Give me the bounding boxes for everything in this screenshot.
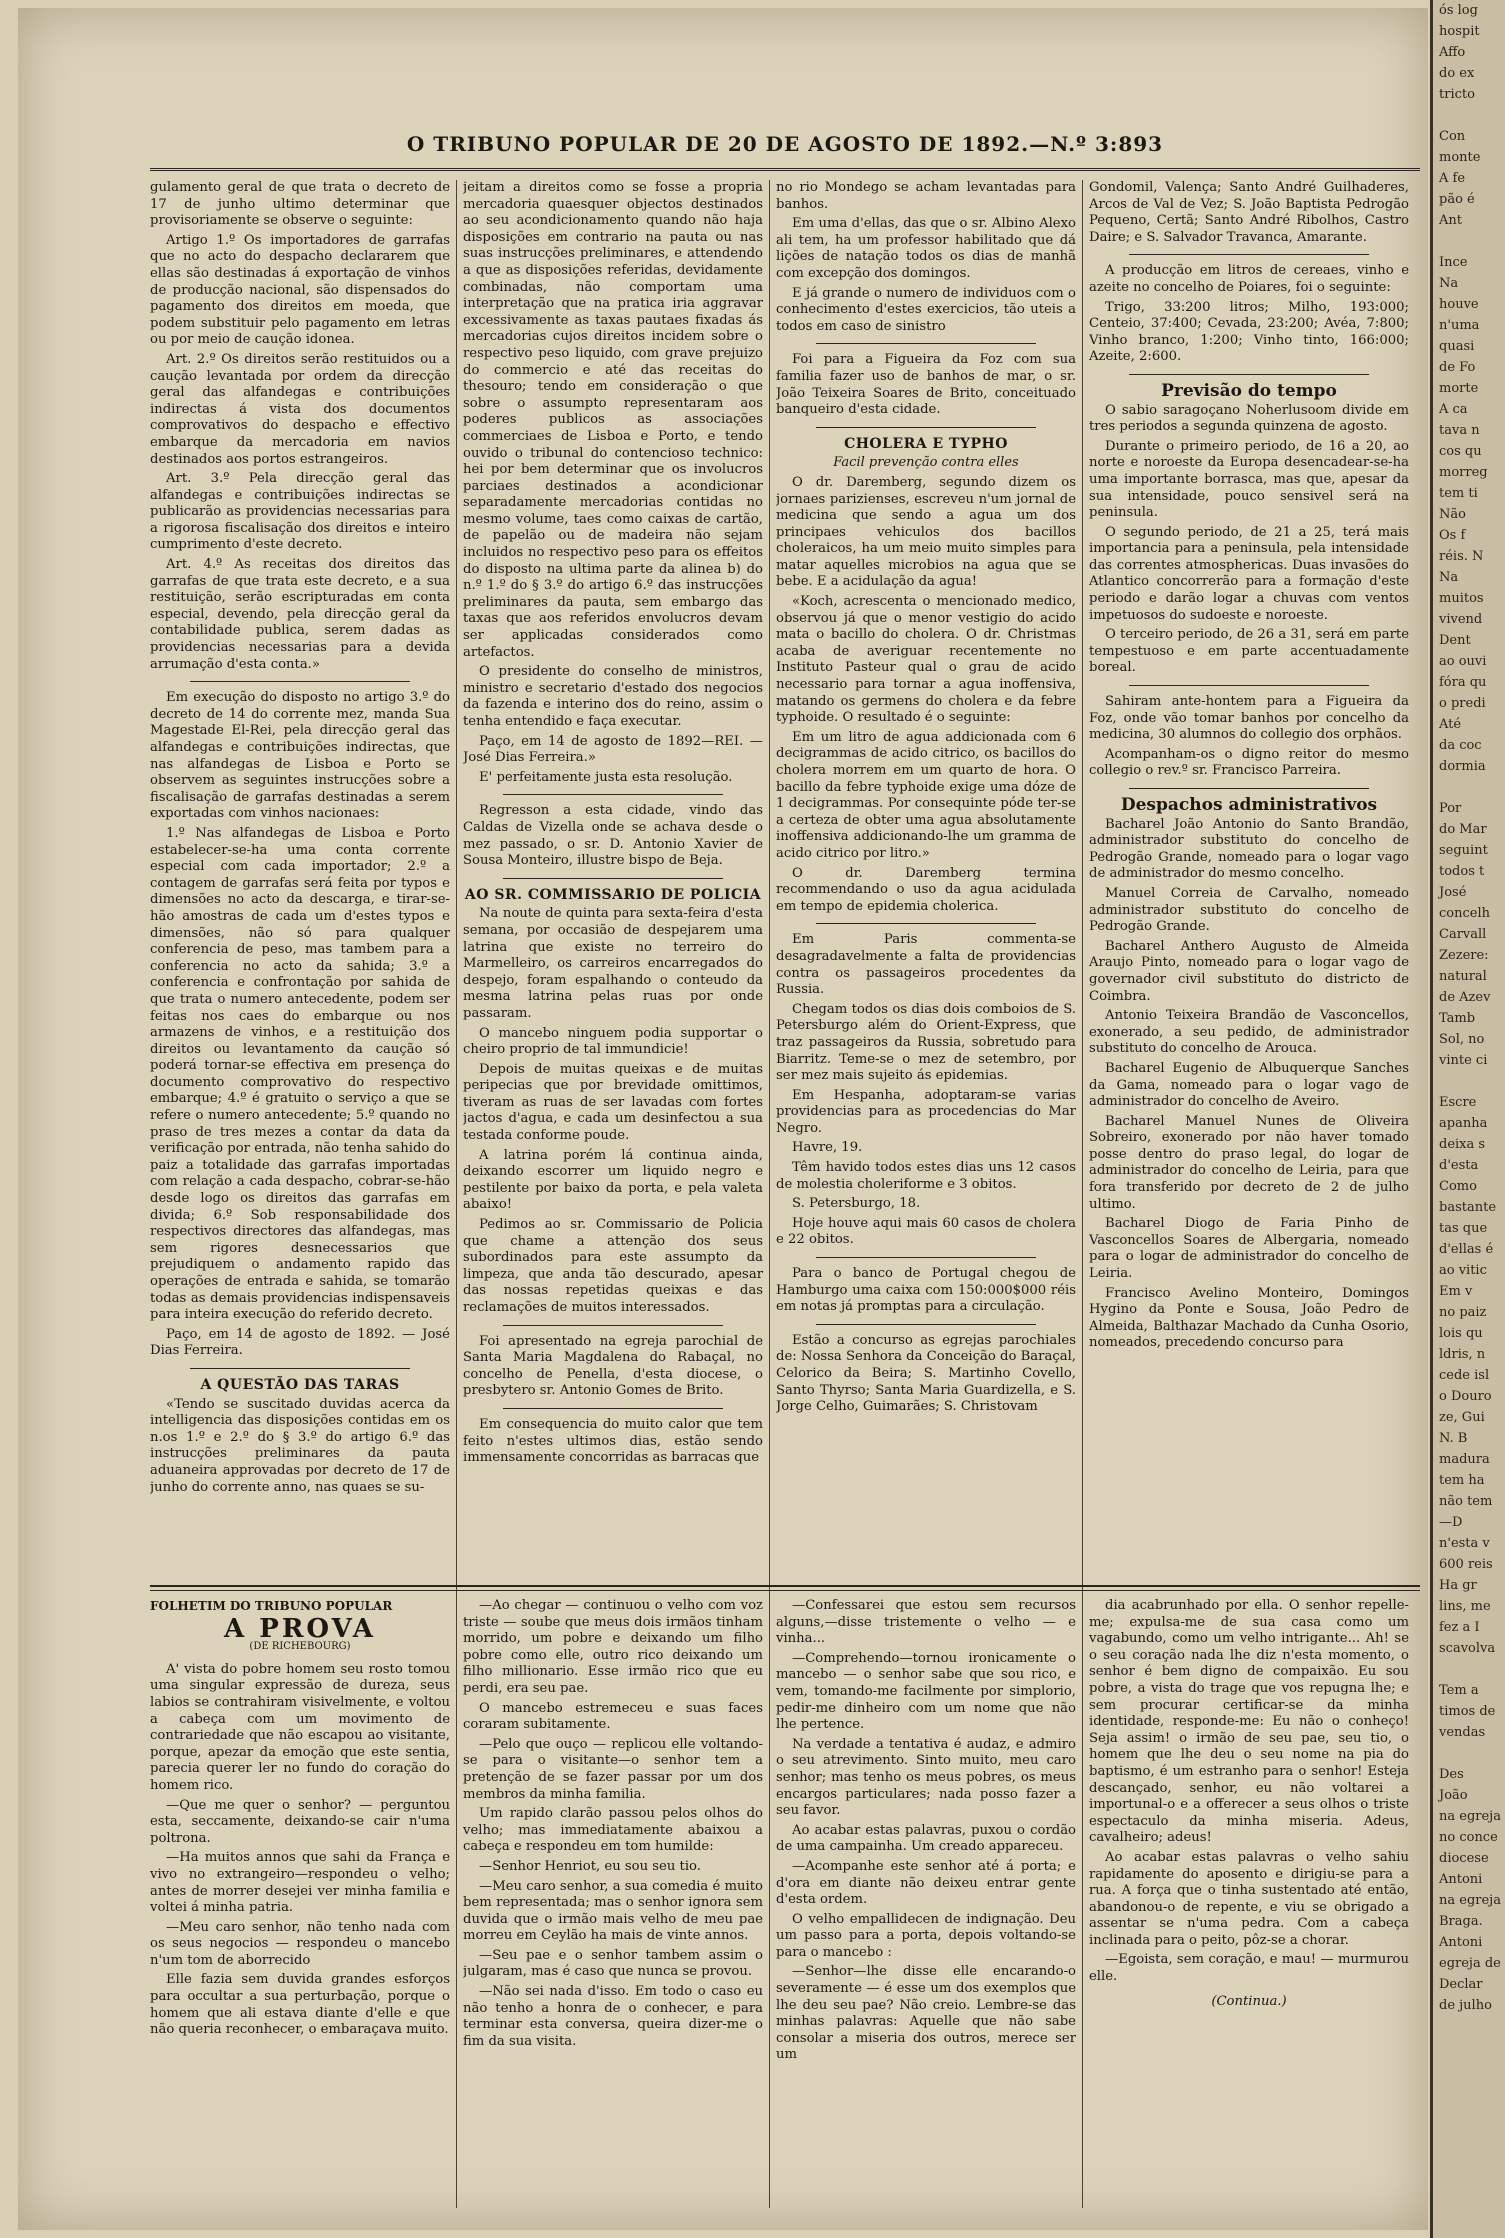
strip-line: Antoni (1439, 1935, 1483, 1950)
paragraph: jeitam a direitos como se fosse a propria mercadoria quaesquer objectos destinados ao seu acondicionamento quando não haja disposições em contrario na pauta ou nas suas instrucções preliminares, e attendendo a que as disposições referidas, devidamente combinadas, não comportam uma interpretação que na pratica iria aggravar excessivamente as taxas pautaes fixadas ás mercadorias cujos direitos incidem sobre o respectivo peso liquido, com grave prejuizo do commercio e até das receitas do thesouro; tendo em consideração o que sobre o assumpto representaram aos poderes publicos as associações commerciaes de Lisboa e Porto, e tendo ouvido o tribunal do contencioso technico: hei por bem determinar que os involucros parciaes destinados a acondicionar separadamente mercadorias contidas no mesmo volume, taes como caixas de cartão, de papelão ou de madeira não sejam incluidos no respectivo peso para os effeitos do disposto na ultima parte da alinea b) do n.º 1.º do § 3.º do artigo 6.º das instrucções preliminares da pauta, sem embargo das taxas que aos referidos envolucros devam ser applicadas considerados como artefactos. (463, 180, 763, 660)
paragraph: O presidente do conselho de ministros, ministro e secretario d'estado dos negocios da fazenda e interino dos do reino, assim o tenha entendido e faça executar. (463, 664, 763, 729)
paragraph: —Comprehendo—tornou ironicamente o mancebo — o senhor sabe que sou rico, e vem, tomando-me facilmente por simplorio, pedir-me dinheiro com um nome que não lhe pertence. (776, 1650, 1076, 1733)
strip-line: Declar (1439, 1977, 1483, 1992)
paragraph: Art. 2.º Os direitos serão restituidos ou a caução levantada por ordem da direcção geral das alfandegas e contribuições indirectas á vista dos documentos comprovativos do despacho e effectivo embarque da mercadoria em navios destinados aos portos estrangeiros. (150, 351, 450, 467)
paragraph: —Senhor Henriot, eu sou seu tio. (479, 1858, 701, 1874)
paragraph: «Koch, acrescenta o mencionado medico, observou já que o menor vestigio do acido mata o bacillo do cholera. O dr. Christmas acaba de averiguar recentemente no Instituto Pasteur qual o grau de acido necessario para tornar a agua inoffensiva, matando os germens do cholera e da febre typhoide. O resultado é o seguinte: (776, 594, 1076, 726)
paragraph: Bacharel João Antonio do Santo Brandão, administrador substituto do concelho de Pedrogão Grande, nomeado para o logar vago de administrador do mesmo concelho. (1089, 816, 1409, 882)
paragraph: Artigo 1.º Os importadores de garrafas que no acto do despacho declararem que ellas são destinadas á exportação de vinhos de producção nacional, são dispensados do pagamento dos direitos em moeda, que podem substituir pelo pagamento em letras ou por meio de caução idonea. (150, 232, 450, 348)
paragraph: Durante o primeiro periodo, de 16 a 20, ao norte e noroeste da Europa desencadear-se-ha uma importante borrasca, mas que, apesar da sua intensidade, pouco sensivel será na peninsula. (1089, 438, 1409, 521)
folhetim-column-3 (776, 1598, 1076, 2067)
paragraph: Elle fazia sem duvida grandes esforços para occultar a sua perturbação, porque o homem que ali estava diante d'elle e que não queria reconhecer, o embaraçava muito. (150, 1972, 450, 2038)
strip-line: Na (1439, 276, 1459, 291)
divider (503, 794, 723, 795)
strip-line: dormia (1439, 759, 1486, 774)
paragraph: —Meu caro senhor, não tenho nada com os seus negocios — respondeu o mancebo n'um tom de aborrecido (150, 1919, 450, 1968)
strip-line: Na (1439, 570, 1459, 585)
paragraph: Foi para a Figueira da Foz com sua familia fazer uso de banhos de mar, o sr. João Teixeira Soares de Brito, conceituado banqueiro d'esta cidade. (776, 352, 1076, 418)
strip-line: do ex (1439, 66, 1475, 81)
paragraph: Em uma d'ellas, das que o sr. Albino Alexo ali tem, ha um professor habilitado que dá lições de natação todos os dias de manhã com excepção dos domingos. (776, 216, 1076, 281)
continued-note: (Continua.) (1211, 1993, 1287, 2009)
paragraph: dia acabrunhado por ella. O senhor repelle-me; expulsa-me de sua casa como um vagabundo, como um velho intrigante... Ah! se o seu coração nada lhe diz n'esta momento, o senhor é bem digno de compaixão. Eu sou pobre, a vista do trage que vos repugna lhe; e sem procurar certificar-se da minha identidade, responde-me: Eu não o conheço! Seja assim! o irmão de seu pae, seu tio, o homem que lhe deu o seu nome na pia do baptismo, é um estranho para o senhor! Esteja descançado, senhor, eu não voltarei a importunal-o e a offerecer a seus olhos o triste espectaculo da minha miseria. Adeus, cavalheiro; adeus! (1089, 1598, 1409, 1846)
strip-line: Braga. (1439, 1914, 1483, 1929)
strip-line: de Fo (1439, 360, 1476, 375)
strip-line: Ince (1439, 255, 1468, 270)
strip-line: lois qu (1439, 1326, 1483, 1341)
paragraph: Foi apresentado na egreja parochial de Santa Maria Magdalena do Rabaçal, no concelho de Penella, d'esta diocese, o presbytero sr. Antonio Gomes de Brito. (463, 1333, 763, 1399)
strip-line: não tem (1439, 1494, 1493, 1509)
paragraph: O mancebo estremeceu e suas faces coraram subitamente. (463, 1700, 763, 1733)
paragraph: Trigo, 33:200 litros; Milho, 193:000; Centeio, 37:400; Cevada, 23:200; Avéa, 7:800; Vinho branco, 1:200; Vinho tinto, 166:000; Azeite, 2:600. (1089, 299, 1409, 365)
strip-line: Ant (1439, 213, 1462, 228)
paragraph: Na noute de quinta para sexta-feira d'esta semana, por occasião de despejarem uma latrina que existe no terreiro do Marmelleiro, os carreiros encarregados do despejo, foram espalhando o conteudo da mesma latrina pelas ruas por onde passaram. (463, 906, 763, 1021)
adjacent-page-strip (1430, 0, 1505, 2238)
paragraph: Bacharel Diogo de Faria Pinho de Vasconcellos Soares de Albergaria, nomeado para o logar de administrador do concelho de Leiria. (1089, 1216, 1409, 1282)
strip-line: no paiz (1439, 1305, 1487, 1320)
paragraph: O velho empallidecen de indignação. Deu um passo para a porta, depois voltando-se para o mancebo : (776, 1911, 1076, 1960)
strip-line: na egreja (1439, 1893, 1501, 1908)
paragraph: Têm havido todos estes dias uns 12 casos de molestia choleriforme e 3 obitos. (776, 1160, 1076, 1192)
folhetim-column-1 (150, 1598, 450, 2042)
strip-line: ldris, n (1439, 1347, 1486, 1362)
paragraph: Pedimos ao sr. Commissario de Policia que chame a attenção dos seus subordinados para este assumpto da limpeza, que anda tão descurado, apesar das nossas repetidas queixas e das reclamações de muitos interessados. (463, 1217, 763, 1315)
section-heading: CHOLERA E TYPHO (844, 435, 1008, 452)
paragraph: O dr. Daremberg, segundo dizem os jornaes parizienses, escreveu n'um jornal de medicina que sendo a agua um dos principaes vehiculos dos bacillos choleraicos, ha um meio muito simples para matar aquelles microbios na agua que se bebe. E a acidulação da agua! (776, 474, 1076, 590)
column-1 (150, 180, 450, 1499)
column-separator (769, 180, 770, 1770)
paragraph: —Egoista, sem coração, e mau! — murmurou elle. (1089, 1952, 1409, 1985)
paragraph: A latrina porém lá continua ainda, deixando escorrer um liquido negro e pestilente por baixo da porta, e pela valeta abaixo! (463, 1147, 763, 1213)
strip-line: Tem a (1439, 1683, 1479, 1698)
strip-line: Os f (1439, 528, 1466, 543)
paragraph: Em Hespanha, adoptaram-se varias providencias para as procedencias do Mar Negro. (776, 1087, 1076, 1136)
strip-line: João (1439, 1788, 1468, 1803)
strip-line: Por (1439, 801, 1462, 816)
paragraph: A producção em litros de cereaes, vinho e azeite no concelho de Poiares, foi o seguinte: (1089, 263, 1409, 295)
folhetim-column-2 (463, 1598, 763, 2053)
paragraph: Regresson a esta cidade, vindo das Caldas de Vizella onde se achava desde o mez passado, o sr. D. Antonio Xavier de Sousa Monteiro, illustre bispo de Beja. (463, 803, 763, 869)
paragraph: Em consequencia do muito calor que tem feito n'estes ultimos dias, estão sendo immensamente concorridas as barracas que (463, 1416, 763, 1466)
paragraph: Antonio Teixeira Brandão de Vasconcellos, exonerado, a seu pedido, de administrador substituto do concelho de Arouca. (1089, 1008, 1409, 1057)
strip-line: morreg (1439, 465, 1488, 480)
paragraph: Paço, em 14 de agosto de 1892—REI. — José Dias Ferreira.» (463, 733, 763, 766)
strip-line: morte (1439, 381, 1479, 396)
strip-line: apanha (1439, 1116, 1488, 1131)
strip-line: Con (1439, 129, 1466, 144)
paragraph: —Pelo que ouço — replicou elle voltando-se para o visitante—o senhor tem a pretenção de se fazer passar por um dos membros da minha familia. (463, 1736, 763, 1802)
signature: Paço, em 14 de agosto de 1892. — José Dias Ferreira. (150, 1326, 450, 1359)
paragraph: —Acompanhe este senhor até á porta; e d'ora em diante não deixeu entrar gente d'esta ordem. (776, 1858, 1076, 1908)
strip-line: Não (1439, 507, 1466, 522)
divider (503, 1325, 723, 1326)
strip-line: d'ellas é (1439, 1242, 1494, 1257)
strip-line: tas que (1439, 1221, 1488, 1236)
strip-line: de Azev (1439, 990, 1491, 1005)
strip-line: na egreja (1439, 1809, 1501, 1824)
strip-line: vinte ci (1439, 1053, 1488, 1068)
paragraph: no rio Mondego se acham levantadas para banhos. (776, 180, 1076, 212)
strip-line: muitos (1439, 591, 1484, 606)
strip-line: bastante (1439, 1200, 1497, 1215)
strip-line: fez a I (1439, 1620, 1480, 1635)
strip-line: A ca (1439, 402, 1468, 417)
strip-line: Des (1439, 1767, 1464, 1782)
paragraph: —Ao chegar — continuou o velho com voz triste — soube que meus dois irmãos tinham morrido, um pobre e deixando um filho pobre como elle, outro rico deixando um filho millionario. Esse irmão rico que eu perdi, era seu pae. (463, 1598, 763, 1696)
paragraph: Francisco Avelino Monteiro, Domingos Hygino da Ponte e Sousa, João Pedro de Almeida, Balthazar Machado da Cunha Osorio, nomeados, precedendo concurso para (1089, 1285, 1409, 1351)
strip-line: scavolva (1439, 1641, 1496, 1656)
folhetim-header: FOLHETIM DO TRIBUNO POPULAR (150, 1599, 393, 1613)
strip-line (1433, 1071, 1505, 1092)
strip-line: Affo (1439, 45, 1466, 60)
strip-line (1433, 105, 1505, 126)
paragraph: —Senhor—lhe disse elle encarando-o severamente — é esse um dos exemplos que lhe deu seu pae? Não creio. Lembre-se das minhas palavras: Aquelle que não sabe consolar a miseria dos outros, merece ser um (776, 1964, 1076, 2063)
paragraph: Manuel Correia de Carvalho, nomeado administrador substituto do concelho de Pedrogão Grande. (1089, 885, 1409, 935)
folhetim-rule (150, 1585, 1420, 1587)
strip-line: tem ti (1439, 486, 1478, 501)
paragraph: Na verdade a tentativa é audaz, e admiro o seu atrevimento. Sinto muito, meu caro senhor; mas tenho os meus pobres, os meus encargos particulares; nada posso fazer a seu favor. (776, 1736, 1076, 1819)
strip-line: tricto (1439, 87, 1475, 102)
paragraph: Depois de muitas queixas e de muitas peripecias que por brevidade omittimos, tiveram as ruas de ser lavadas com fortes jactos d'agua, e cada um desinfectou a sua testada conforme poude. (463, 1061, 763, 1144)
divider (816, 343, 1036, 344)
paragraph: Bacharel Eugenio de Albuquerque Sanches da Gama, nomeado para o logar vago de administrador do concelho de Aveiro. (1089, 1060, 1409, 1110)
strip-line: todos t (1439, 864, 1485, 879)
divider (1129, 685, 1369, 686)
strip-line: Ha gr (1439, 1578, 1477, 1593)
strip-line: cede isl (1439, 1368, 1490, 1383)
strip-line (1433, 1659, 1505, 1680)
paragraph: Acompanham-os o digno reitor do mesmo collegio o rev.º sr. Francisco Parreira. (1089, 746, 1409, 779)
strip-line: —D (1439, 1515, 1463, 1530)
strip-line: madura (1439, 1452, 1490, 1467)
divider (816, 427, 1036, 428)
paragraph: Ao acabar estas palavras o velho sahiu rapidamente do aposento e dirigiu-se para a rua. A força que o tinha sustentado até então, abandonou-o de repente, e viu se obrigado a assentar se n'uma pedra. Com a cabeça inclinada para o peito, pôz-se a chorar. (1089, 1849, 1409, 1948)
divider (190, 681, 410, 682)
strip-line: Sol, no (1439, 1032, 1485, 1047)
paragraph: —Confessarei que estou sem recursos alguns,—disse tristemente o velho — e vinha... (776, 1598, 1076, 1647)
paragraph: O mancebo ninguem podia supportar o cheiro proprio de tal immundicie! (463, 1025, 763, 1058)
strip-line: réis. N (1439, 549, 1484, 564)
strip-line: d'esta (1439, 1158, 1479, 1173)
strip-line: A fe (1439, 171, 1466, 186)
strip-line: ós log (1439, 3, 1478, 18)
paragraph: O segundo periodo, de 21 a 25, terá mais importancia para a peninsula, pela intensidade das correntes atmosphericas. Duas invasões do Atlantico concorrerão para a formação d'este periodo e darão logar a chuvas com ventos impetuosos do sudoeste e noroeste. (1089, 524, 1409, 623)
paragraph: Hoje houve aqui mais 60 casos de cholera e 22 obitos. (776, 1215, 1076, 1248)
paragraph: Bacharel Anthero Augusto de Almeida Araujo Pinto, nomeado para o logar vago de governador civil substituto do districto de Coimbra. (1089, 938, 1409, 1004)
section-heading: Previsão do tempo (1161, 380, 1337, 401)
paragraph: Em execução do disposto no artigo 3.º do decreto de 14 do corrente mez, manda Sua Magestade El-Rei, pela direcção geral das alfandegas e contribuições indirectas, que nas alfandegas de Lisboa e Porto se observem as seguintes instrucções sobre a fiscalisação de garrafas destinadas a serem exportadas com vinhos nacionaes: (150, 690, 450, 822)
paragraph: —Que me quer o senhor? — perguntou esta, seccamente, deixando-se cair n'uma poltrona. (150, 1797, 450, 1846)
column-separator (456, 180, 457, 1770)
strip-line: Antoni (1439, 1872, 1483, 1887)
strip-line: Em v (1439, 1284, 1473, 1299)
paragraph: Gondomil, Valença; Santo André Guilhaderes, Arcos de Val de Vez; S. João Baptista Pedrogão Pequeno, Certã; Santo André Ribolhos, Castro Daire; e S. Salvador Travanca, Amarante. (1089, 180, 1409, 245)
dateline: S. Petersburgo, 18. (792, 1196, 921, 1212)
strip-line: Dent (1439, 633, 1471, 648)
folhetim-rule (150, 1590, 1420, 1591)
strip-line: fóra qu (1439, 675, 1487, 690)
strip-line: monte (1439, 150, 1481, 165)
strip-line: quasi (1439, 339, 1475, 354)
strip-line: José (1439, 885, 1467, 900)
strip-line: timos de (1439, 1704, 1496, 1719)
paragraph: Em Paris commenta-se desagradavelmente a falta de providencias contra os passageiros procedentes da Russia. (776, 932, 1076, 998)
strip-line (1433, 231, 1505, 252)
paragraph: Art. 4.º As receitas dos direitos das garrafas de que trata este decreto, e a sua restituição, serão escripturadas em conta especial, devendo, pela direcção geral da contabilidade publica, serem dadas as providencias necessarias para a devida arrumação d'esta conta.» (150, 557, 450, 672)
strip-line: o predi (1439, 696, 1486, 711)
column-separator (1082, 1598, 1083, 2208)
section-heading: A QUESTÃO DAS TARAS (200, 1376, 400, 1393)
strip-line: do Mar (1439, 822, 1487, 837)
paragraph: O terceiro periodo, de 26 a 31, será em parte tempestuoso e em parte accentuadamente boreal. (1089, 627, 1409, 676)
column-separator (769, 1598, 770, 2208)
paragraph: Para o banco de Portugal chegou de Hamburgo uma caixa com 150:000$000 réis em notas já promptas para a circulação. (776, 1266, 1076, 1315)
strip-line: Até (1439, 717, 1462, 732)
strip-line: seguint (1439, 843, 1488, 858)
divider (1129, 788, 1369, 789)
section-heading: AO SR. COMMISSARIO DE POLICIA (464, 886, 762, 903)
paragraph: 1.º Nas alfandegas de Lisboa e Porto estabelecer-se-ha uma conta corrente especial com cada importador; 2.º a contagem de garrafas será feita por typos e dimensões no acto da descarga, e tirar-se-hão amostras de cada um d'estes typos e dimensões, não só para qualquer conferencia de peso, mas tambem para a conferencia no acto da sahida; 3.º a conferencia e confrontação por sahida de que trata o numero antecedente, podem ser feitas nos caes do embarque ou nos armazens de vinhos, e a restituição dos direitos ou levantamento da caução só poderá tornar-se effectiva em presença do documento comprovativo do respectivo embarque; 4.º é gratuito o serviço a que se refere o numero antecedente; 5.º quando no praso de tres mezes a contar da data da verificação por entrada, não tenha sahido do paiz a totalidade das garrafas importadas com relação a cada despacho, cobrar-se-hão desde logo os direitos das garrafas em divida; 6.º Sob responsabilidade dos respectivos directores das alfandegas, mas sem rigores desnecessarios que prejudiquem o andamento rapido das operações de entrada e sahida, se tomarão todas as demais providencias indispensaveis para inteira execução do referido decreto. (150, 825, 450, 1323)
folhetim-column-4 (1089, 1598, 1409, 2013)
strip-line: 600 reis (1439, 1557, 1493, 1572)
divider (503, 1408, 723, 1409)
strip-line: cos qu (1439, 444, 1482, 459)
paragraph: Bacharel Manuel Nunes de Oliveira Sobreiro, exonerado por não haver tomado posse dentro do praso legal, do logar de administrador do concelho de Leiria, para que fora transferido por decreto de 2 de julho ultimo. (1089, 1113, 1409, 1212)
column-3 (776, 180, 1076, 1419)
strip-line: Como (1439, 1179, 1477, 1194)
strip-line: ao vitic (1439, 1263, 1487, 1278)
strip-line: natural (1439, 969, 1487, 984)
paragraph: —Meu caro senhor, a sua comedia é muito bem representada; mas o senhor ignora sem duvida que o irmão mais velho de meu pae morreu em Ceylão ha mais de vinte annos. (463, 1878, 763, 1944)
page-header: O TRIBUNO POPULAR DE 20 DE AGOSTO DE 1892.—N.º 3:893 (406, 132, 1164, 156)
paragraph: Chegam todos os dias dois comboios de S. Petersburgo além do Orient-Express, que traz passageiros da Russia, sobretudo para Biarritz. Teme-se o mez de setembro, por ser mez mais sujeito ás epidemias. (776, 1001, 1076, 1084)
paragraph: —Não sei nada d'isso. Em todo o caso eu não tenho a honra de o conhecer, e para terminar esta conversa, queira dizer-me o fim da sua visita. (463, 1984, 763, 2049)
strip-line: da coc (1439, 738, 1482, 753)
paragraph: O sabio saragoçano Noherlusoom divide em tres periodos a segunda quinzena de agosto. (1089, 402, 1409, 435)
strip-line (1433, 777, 1505, 798)
header-rule (150, 168, 1420, 171)
divider (816, 1257, 1036, 1258)
divider (1129, 374, 1369, 375)
column-2 (463, 180, 763, 1470)
strip-line: lins, me (1439, 1599, 1491, 1614)
paragraph: A' vista do pobre homem seu rosto tomou uma singular expressão de dureza, seus labios se contrahiram visivelmente, e voltou a cabeça com um movimento de contrariedade que não escapou ao visitante, porque, apezar da emoção que este sentia, parecia querer ler no fundo do coração do homem rico. (150, 1661, 450, 1793)
strip-line: Escre (1439, 1095, 1477, 1110)
column-4 (1089, 180, 1409, 1355)
strip-line: concelh (1439, 906, 1490, 921)
divider (503, 878, 723, 879)
paragraph: E já grande o numero de individuos com o conhecimento d'estes exercicios, tão uteis a todos em caso de sinistro (776, 285, 1076, 334)
paragraph: Estão a concurso as egrejas parochiales de: Nossa Senhora da Conceição do Baraçal, Celorico da Beira; S. Martinho Covello, Santo Thyrso; Santa Maria Guardizella, e S. Jorge Celho, Guimarães; S. Christovam (776, 1332, 1076, 1415)
paragraph: Sahiram ante-hontem para a Figueira da Foz, onde vão tomar banhos por concelho da medicina, 30 alumnos do collegio dos orphãos. (1089, 694, 1409, 743)
divider (190, 1368, 410, 1369)
strip-line: tem ha (1439, 1473, 1485, 1488)
paragraph: —Ha muitos annos que sahi da França e vivo no extrangeiro—respondeu o velho; antes de morrer desejei ver minha familia e voltei á minha patria. (150, 1850, 450, 1916)
strip-line: ze, Gui (1439, 1410, 1485, 1425)
strip-line: egreja de (1439, 1956, 1501, 1971)
strip-line: n'esta v (1439, 1536, 1490, 1551)
section-subheading: Facil prevenção contra elles (833, 455, 1019, 471)
folhetim-author: (DE RICHEBOURG) (249, 1641, 351, 1653)
strip-line: vendas (1439, 1725, 1486, 1740)
strip-line: hospit (1439, 24, 1480, 39)
strip-line (1433, 1743, 1505, 1764)
divider (816, 923, 1036, 924)
strip-line: N. B (1439, 1431, 1468, 1446)
paragraph: Um rapido clarão passou pelos olhos do velho; mas immediatamente abaixou a cabeça e respondeu em tom humilde: (463, 1806, 763, 1855)
paragraph: gulamento geral de que trata o decreto de 17 de junho ultimo determinar que provisoriamente se observe o seguinte: (150, 180, 450, 229)
paragraph: Art. 3.º Pela direcção geral das alfandegas e contribuições indirectas se publicarão as providencias necessarias para a rigorosa fiscalisação dos direitos e inteiro cumprimento d'este decreto. (150, 471, 450, 553)
strip-line: de julho (1439, 1998, 1492, 2013)
strip-line: deixa s (1439, 1137, 1486, 1152)
paragraph: E' perfeitamente justa esta resolução. (479, 769, 733, 785)
folhetim-title: A PROVA (224, 1613, 376, 1644)
strip-line: houve (1439, 297, 1479, 312)
divider (816, 1324, 1036, 1325)
paragraph: —Seu pae e o senhor tambem assim o julgaram, mas é caso que nunca se provou. (463, 1947, 763, 1980)
strip-line: ao ouvi (1439, 654, 1487, 669)
divider (1129, 254, 1369, 255)
column-separator (456, 1598, 457, 2208)
strip-line: tava n (1439, 423, 1480, 438)
strip-line: no conce (1439, 1830, 1498, 1845)
paragraph: Em um litro de agua addicionada com 6 decigrammas de acido citrico, os bacillos do cholera morrem em um quarto de hora. O bacillo da febre typhoide exige uma dóze de 1 decigrammas. Por consequinte póde ter-se a certeza de obter uma agua absolutamente inoffensiva addicionando-lhe um gramma de acido citrico por litro.» (776, 729, 1076, 861)
section-heading: Despachos administrativos (1120, 795, 1378, 815)
dateline: Havre, 19. (792, 1140, 863, 1156)
strip-line: n'uma (1439, 318, 1480, 333)
paragraph: Ao acabar estas palavras, puxou o cordão de uma campainha. Um creado appareceu. (776, 1822, 1076, 1855)
strip-line: pão é (1439, 192, 1475, 207)
strip-line: Zezere: (1439, 948, 1489, 963)
paragraph: O dr. Daremberg termina recommendando o uso da agua acidulada em tempo de epidemia cholerica. (776, 865, 1076, 914)
strip-line: Tamb (1439, 1011, 1476, 1026)
strip-line: o Douro (1439, 1389, 1492, 1404)
strip-line: vivend (1439, 612, 1483, 627)
paragraph: «Tendo se suscitado duvidas acerca da intelligencia das disposições contidas em os n.os 1.º e 2.º do § 3.º do artigo 6.º das instrucções preliminares da pauta aduaneira approvadas por decreto de 17 de junho do corrente anno, nas quaes se su- (150, 1396, 450, 1495)
strip-line: Carvall (1439, 927, 1487, 942)
strip-line: diocese (1439, 1851, 1489, 1866)
column-separator (1082, 180, 1083, 1770)
